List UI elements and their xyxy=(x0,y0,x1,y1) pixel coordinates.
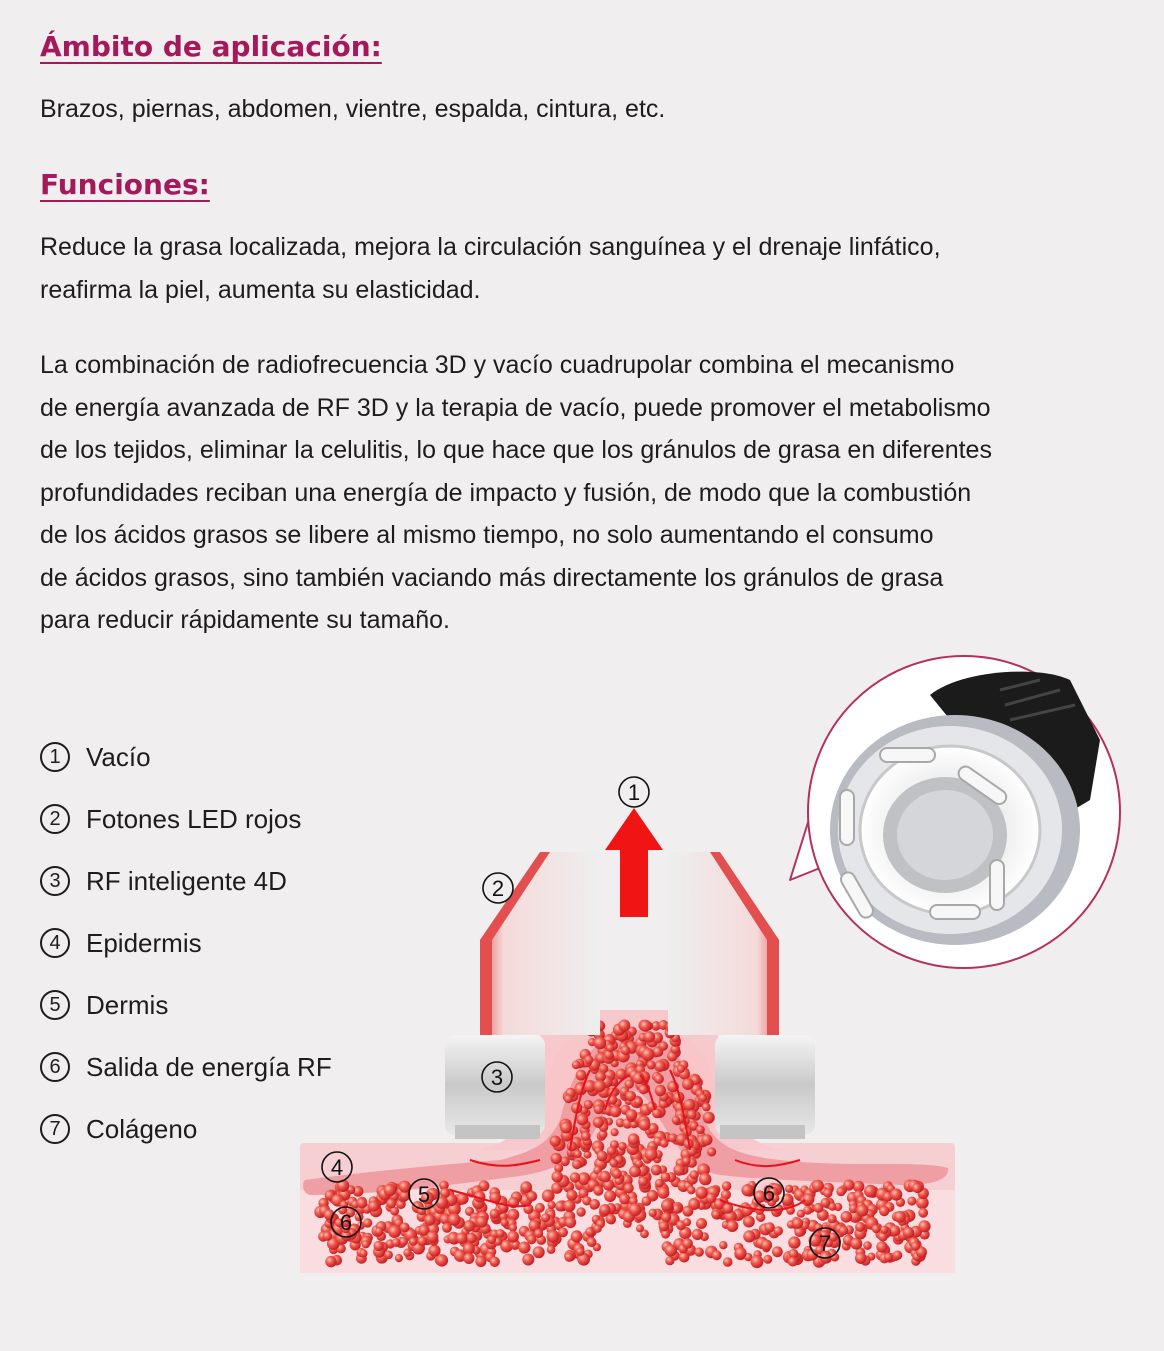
fat-granule xyxy=(828,1214,837,1223)
fat-granule xyxy=(533,1246,545,1258)
fat-granule xyxy=(788,1257,798,1267)
fat-granule xyxy=(564,1095,573,1104)
fat-granule xyxy=(719,1241,727,1249)
fat-granule xyxy=(374,1241,384,1251)
legend-label: Colágeno xyxy=(86,1113,198,1144)
fat-granule xyxy=(841,1211,853,1223)
fat-granule xyxy=(392,1238,401,1247)
fat-granule xyxy=(872,1224,881,1233)
svg-text:2: 2 xyxy=(491,876,505,901)
fat-granule xyxy=(803,1206,812,1215)
fat-granule xyxy=(712,1210,721,1219)
fat-granule xyxy=(649,1209,657,1217)
fat-granule xyxy=(611,1128,619,1136)
rf-electrode-right xyxy=(715,1035,815,1139)
fat-granule xyxy=(659,1221,669,1231)
fat-granule xyxy=(636,1224,644,1232)
fat-granule xyxy=(628,1133,640,1145)
fat-granule xyxy=(527,1191,538,1202)
fat-granule xyxy=(723,1257,733,1267)
legend-label: RF inteligente 4D xyxy=(86,865,287,896)
fat-granule xyxy=(911,1242,920,1251)
fat-granule xyxy=(570,1172,580,1182)
fat-granule xyxy=(584,1055,593,1064)
fat-granule xyxy=(625,1091,636,1102)
fat-granule xyxy=(665,1256,674,1265)
fat-granule xyxy=(560,1122,572,1134)
number-badge: 2 xyxy=(40,804,70,834)
fat-granule xyxy=(642,1196,652,1206)
fat-granule xyxy=(456,1233,467,1244)
fat-granule xyxy=(855,1222,865,1232)
fat-granule xyxy=(522,1254,534,1266)
fat-granule xyxy=(772,1246,783,1257)
fat-granule xyxy=(496,1229,505,1238)
fat-granule xyxy=(751,1255,764,1268)
fat-granule xyxy=(682,1157,691,1166)
fat-granule xyxy=(604,1190,616,1202)
fat-granule xyxy=(683,1218,691,1226)
fat-granule xyxy=(509,1224,517,1232)
fat-granule xyxy=(682,1078,694,1090)
fat-granule xyxy=(690,1170,699,1179)
fat-granule xyxy=(576,1247,585,1256)
fat-granule xyxy=(487,1235,496,1244)
fat-granule xyxy=(541,1213,550,1222)
fat-granule xyxy=(741,1184,753,1196)
functions-line-2: reafirma la piel, aumenta su elasticidad. xyxy=(40,275,481,304)
fat-granule xyxy=(644,1031,655,1042)
fat-granule xyxy=(599,1204,610,1215)
number-badge: 4 xyxy=(40,928,70,958)
fat-granule xyxy=(652,1108,662,1118)
description-line: profundidades reciban una energía de impacto y fusión, de modo que la combustión xyxy=(40,478,972,507)
fat-granule xyxy=(763,1255,772,1264)
fat-granule xyxy=(448,1213,461,1226)
fat-granule xyxy=(558,1227,568,1237)
fat-granule xyxy=(606,1044,614,1052)
fat-granule xyxy=(571,1231,583,1243)
number-badge: 1 xyxy=(40,742,70,772)
fat-granule xyxy=(520,1181,532,1193)
fat-granule xyxy=(855,1252,867,1264)
fat-granule xyxy=(665,1244,677,1256)
fat-granule xyxy=(548,1201,556,1209)
fat-granule xyxy=(547,1245,556,1254)
handpiece-right-wall xyxy=(668,852,779,1035)
scope-heading: Ámbito de aplicación: xyxy=(40,30,382,63)
fat-granule xyxy=(384,1184,396,1196)
fat-granule xyxy=(638,1176,648,1186)
fat-granule xyxy=(435,1196,448,1209)
fat-granule xyxy=(764,1222,774,1232)
fat-granule xyxy=(388,1225,401,1238)
fat-granule xyxy=(701,1134,712,1145)
svg-text:7: 7 xyxy=(818,1231,832,1256)
fat-granule xyxy=(645,1148,658,1161)
fat-granule xyxy=(918,1208,928,1218)
fat-granule xyxy=(696,1125,705,1134)
fat-granule xyxy=(357,1198,368,1209)
fat-granule xyxy=(564,1252,574,1262)
fat-granule xyxy=(577,1114,589,1126)
fat-granule xyxy=(792,1218,803,1229)
fat-granule xyxy=(839,1226,849,1236)
fat-granule xyxy=(463,1253,474,1264)
fat-granule xyxy=(424,1214,435,1225)
fat-granule xyxy=(912,1183,922,1193)
fat-granule xyxy=(761,1240,772,1251)
fat-granule xyxy=(594,1080,606,1092)
fat-granule xyxy=(821,1198,831,1208)
fat-granule xyxy=(884,1253,893,1262)
fat-granule xyxy=(323,1231,333,1241)
fat-granule xyxy=(707,1147,716,1156)
functions-heading: Funciones: xyxy=(40,168,210,201)
fat-granule xyxy=(585,1227,595,1237)
fat-granule xyxy=(417,1236,427,1246)
fat-granule xyxy=(607,1146,616,1155)
fat-granule xyxy=(890,1188,902,1200)
fat-granule xyxy=(363,1218,372,1227)
legend-label: Vacío xyxy=(86,741,151,772)
fat-granule xyxy=(743,1230,755,1242)
fat-granule xyxy=(547,1230,560,1243)
fat-granule xyxy=(403,1249,411,1257)
fat-granule xyxy=(699,1094,707,1102)
fat-granule xyxy=(593,1186,603,1196)
fat-granule xyxy=(679,1252,690,1263)
fat-granule xyxy=(428,1245,440,1257)
fat-granule xyxy=(594,1037,607,1050)
fat-granule xyxy=(659,1041,668,1050)
fat-granule xyxy=(647,1061,656,1070)
fat-granule xyxy=(384,1251,393,1260)
fat-granule xyxy=(655,1179,664,1188)
fat-granule xyxy=(463,1220,475,1232)
fat-granule xyxy=(735,1247,747,1259)
fat-granule xyxy=(552,1171,563,1182)
fat-granule xyxy=(687,1110,697,1120)
svg-text:1: 1 xyxy=(627,780,641,805)
device-head-callout xyxy=(790,656,1120,968)
description-line: de energía avanzada de RF 3D y la terapia de vacío, puede promover el metabolismo xyxy=(40,393,991,422)
fat-granule xyxy=(610,1106,622,1118)
fat-granule xyxy=(673,1164,684,1175)
marker-led xyxy=(483,873,513,903)
fat-granule xyxy=(476,1216,488,1228)
fat-granule xyxy=(856,1204,868,1216)
fat-granule xyxy=(903,1227,914,1238)
fat-granule xyxy=(702,1103,711,1112)
fat-granule xyxy=(661,1199,673,1211)
fat-granule xyxy=(687,1186,695,1194)
fat-granule xyxy=(542,1189,555,1202)
number-badge: 7 xyxy=(40,1114,70,1144)
fat-granule xyxy=(672,1116,680,1124)
fat-granule xyxy=(572,1060,581,1069)
fat-granule xyxy=(362,1240,370,1248)
fat-granule xyxy=(880,1226,888,1234)
fat-granule xyxy=(426,1231,438,1243)
fat-granule xyxy=(565,1217,576,1228)
legend-label: Dermis xyxy=(86,989,169,1020)
fat-granule xyxy=(409,1237,418,1246)
fat-granule xyxy=(368,1201,379,1212)
description-line: de los ácidos grasos se libere al mismo tiempo, no solo aumentando el consumo xyxy=(40,521,934,549)
fat-granule xyxy=(654,1074,664,1084)
fat-granule xyxy=(400,1223,410,1233)
functions-line-1: Reduce la grasa localizada, mejora la circulación sanguínea y el drenaje linfático, xyxy=(40,233,941,261)
fat-granule xyxy=(572,1159,582,1169)
fat-granule xyxy=(359,1249,367,1257)
fat-granule xyxy=(612,1169,622,1179)
fat-granule xyxy=(876,1241,887,1252)
fat-granule xyxy=(722,1181,732,1191)
fat-granule xyxy=(518,1242,530,1254)
fat-granule xyxy=(655,1085,666,1096)
fat-granule xyxy=(682,1206,693,1217)
fat-granule xyxy=(490,1209,500,1219)
fat-granule xyxy=(490,1257,500,1267)
fat-granule xyxy=(703,1112,715,1124)
fat-granule xyxy=(587,1237,597,1247)
fat-granule xyxy=(600,1171,611,1182)
fat-granule xyxy=(584,1100,593,1109)
fat-granule xyxy=(661,1212,671,1222)
fat-granule xyxy=(551,1153,562,1164)
fat-granule xyxy=(695,1187,707,1199)
fat-granule xyxy=(918,1220,930,1232)
fat-granule xyxy=(436,1254,448,1266)
svg-text:5: 5 xyxy=(417,1182,431,1207)
number-badge: 6 xyxy=(40,1052,70,1082)
fat-granule xyxy=(803,1193,815,1205)
fat-granule xyxy=(668,1133,677,1142)
fat-granule xyxy=(864,1185,877,1198)
fat-granule xyxy=(618,1142,627,1151)
fat-granule xyxy=(893,1251,902,1260)
fat-granule xyxy=(386,1199,396,1209)
fat-granule xyxy=(726,1220,738,1232)
fat-granule xyxy=(682,1238,693,1249)
fat-granule xyxy=(534,1229,543,1238)
fat-granule xyxy=(500,1219,508,1227)
fat-granule xyxy=(563,1200,575,1212)
fat-granule xyxy=(879,1206,889,1216)
svg-text:6: 6 xyxy=(339,1210,353,1235)
description-line: de los tejidos, eliminar la celulitis, lo que hace que los gránulos de grasa en diferentes xyxy=(40,436,992,464)
fat-granule xyxy=(475,1256,486,1267)
fat-granule xyxy=(684,1099,696,1111)
fat-granule xyxy=(624,1183,634,1193)
fat-granule xyxy=(907,1197,916,1206)
fat-granule xyxy=(640,1020,652,1032)
fat-granule xyxy=(594,1104,604,1114)
fat-granule xyxy=(375,1227,383,1235)
fat-granule xyxy=(574,1150,582,1158)
fat-granule xyxy=(597,1151,608,1162)
marker-vacuum xyxy=(619,777,649,807)
fat-granule xyxy=(566,1190,577,1201)
fat-granule xyxy=(621,1046,631,1056)
fat-granule xyxy=(325,1256,336,1267)
fat-granule xyxy=(618,1020,630,1032)
fat-granule xyxy=(651,1165,662,1176)
fat-granule xyxy=(774,1226,783,1235)
fat-granule xyxy=(626,1109,638,1121)
fat-granule xyxy=(692,1229,703,1240)
fat-granule xyxy=(657,1187,669,1199)
fat-granule xyxy=(823,1188,832,1197)
fat-granule xyxy=(576,1070,587,1081)
fat-granule xyxy=(593,1117,604,1128)
svg-text:6: 6 xyxy=(762,1181,776,1206)
fat-granule xyxy=(743,1216,755,1228)
fat-granule xyxy=(642,1048,655,1061)
fat-granule xyxy=(581,1131,591,1141)
number-badge: 5 xyxy=(40,990,70,1020)
fat-granule xyxy=(695,1247,704,1256)
svg-text:3: 3 xyxy=(490,1065,504,1090)
fat-granule xyxy=(785,1185,793,1193)
svg-text:4: 4 xyxy=(330,1155,344,1180)
description-line: de ácidos grasos, sino también vaciando más directamente los gránulos de grasa xyxy=(40,563,944,592)
fat-granule xyxy=(590,1199,600,1209)
fat-granule xyxy=(535,1203,545,1213)
fat-granule xyxy=(812,1180,824,1192)
legend-label: Salida de energía RF xyxy=(86,1051,332,1082)
fat-granule xyxy=(395,1254,403,1262)
fat-granule xyxy=(619,1194,630,1205)
fat-granule xyxy=(660,1139,669,1148)
number-badge: 3 xyxy=(40,866,70,896)
fat-granule xyxy=(629,1203,642,1216)
fat-granule xyxy=(696,1218,707,1229)
scope-text: Brazos, piernas, abdomen, vientre, espalda, cintura, etc. xyxy=(40,95,666,123)
fat-granule xyxy=(863,1241,872,1250)
fat-granule xyxy=(712,1250,722,1260)
fat-granule xyxy=(634,1098,642,1106)
description-line: para reducir rápidamente su tamaño. xyxy=(40,606,450,634)
fat-granule xyxy=(677,1065,685,1073)
legend-label: Fotones LED rojos xyxy=(86,803,302,834)
fat-granule xyxy=(507,1231,519,1243)
fat-granule xyxy=(550,1136,561,1147)
fat-granule xyxy=(609,1159,618,1168)
legend-label: Epidermis xyxy=(86,927,202,958)
vacuum-arrow xyxy=(605,808,663,917)
description-line: La combinación de radiofrecuencia 3D y vacío cuadrupolar combina el mecanismo xyxy=(40,351,955,379)
fat-granule xyxy=(836,1187,845,1196)
fat-granule xyxy=(788,1236,800,1248)
fat-granule xyxy=(654,1060,666,1072)
fat-granule xyxy=(699,1173,711,1185)
fat-granule xyxy=(466,1233,477,1244)
fat-granule xyxy=(639,1119,651,1131)
fat-granule xyxy=(576,1207,585,1216)
fat-granule xyxy=(593,1225,601,1233)
fat-granule xyxy=(894,1211,906,1223)
fat-granule xyxy=(635,1160,643,1168)
